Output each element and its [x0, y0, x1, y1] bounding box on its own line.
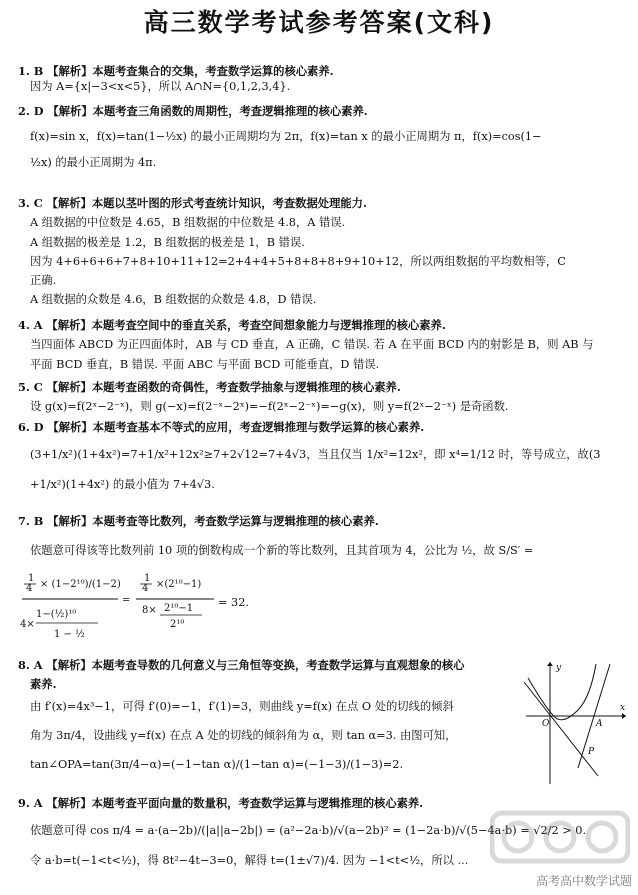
- q8-tangent-graph: [520, 658, 630, 788]
- svg-text:4: 4: [26, 582, 33, 594]
- answer-q3: [18, 196, 620, 308]
- label-y: y: [556, 663, 562, 673]
- q3-heading: 3. C 【解析】本题以茎叶图的形式考查统计知识，考查数据处理能力.: [18, 196, 367, 210]
- q9-heading: 9. A 【解析】本题考查平面向量的数量积，考查数学运算与逻辑推理的核心素养.: [18, 796, 424, 810]
- q4-line: 平面 BCD 垂直，B 错误. 平面 ABC 与平面 BCD 可能垂直，D 错误.: [30, 357, 380, 371]
- q8-line: tan∠OPA=tan(3π/4−α)=(−1−tan α)/(1−tan α)=(−1−3)/(1−3)=2.: [30, 758, 404, 771]
- svg-text:=: =: [122, 594, 131, 606]
- q3-line: A 组数据的极差是 1.2，B 组数据的极差是 1，B 错误.: [30, 235, 305, 249]
- answer-q7: [18, 514, 620, 653]
- q7-result: = 32.: [218, 595, 250, 609]
- q8-heading-cont: 素养.: [30, 677, 57, 692]
- q5-line: 设 g(x)=f(2ˣ−2⁻ˣ)，则 g(−x)=f(2⁻ˣ−2ˣ)=−f(2ˣ−2⁻ˣ)=−g(x)，则 y=f(2ˣ−2⁻ˣ) 是奇函数.: [30, 400, 509, 414]
- q3-line: A 组数据的中位数是 4.65，B 组数据的中位数是 4.8，A 错误.: [30, 216, 346, 230]
- q8-line: 由 f′(x)=4x³−1，可得 f′(0)=−1，f′(1)=3，则曲线 y=f(x) 在点 O 处的切线的倾斜: [30, 699, 454, 713]
- q8-heading: 8. A 【解析】本题考查导数的几何意义与三角恒等变换，考查数学运算与直观想象的核心: [18, 658, 465, 672]
- q4-heading: 4. A 【解析】本题考查空间中的垂直关系，考查空间想象能力与逻辑推理的核心素养.: [18, 318, 446, 332]
- q7-line: 依题意可得该等比数列前 10 项的倒数构成一个新的等比数列，且其首项为 4，公比为 ½，故 S/S′ =: [30, 544, 534, 558]
- svg-text:4×: 4×: [20, 618, 35, 630]
- label-o: O: [542, 719, 550, 729]
- q4-line: 当四面体 ABCD 为正四面体时，AB 与 CD 垂直，A 正确，C 错误. 若 A 在平面 BCD 内的射影是 B，则 AB 与: [30, 338, 594, 352]
- page-title: 高三数学考试参考答案(文科): [143, 8, 495, 37]
- label-p: P: [588, 747, 595, 757]
- q3-line: 因为 4+6+6+6+7+8+10+11+12=2+4+4+5+8+8+8+9+10+12，所以两组数据的平均数相等，C: [30, 254, 566, 268]
- q2-line: f(x)=sin x，f(x)=tan(1−½x) 的最小正周期均为 2π，f(x)=tan x 的最小正周期为 π，f(x)=cos(1−: [30, 130, 542, 144]
- svg-text:2¹⁰−1: 2¹⁰−1: [164, 602, 194, 614]
- q3-line: 正确.: [30, 274, 57, 287]
- svg-text:1−(½)¹⁰: 1−(½)¹⁰: [36, 608, 77, 620]
- q9-line: 依题意可得 cos π/4 = a·(a−2b)/(|a||a−2b|) = (a²−2a·b)/√(a−2b)² = (1−2a·b)/√(5−4a·b) = √2/2 > 0.: [30, 824, 587, 838]
- svg-text:× (1−2¹⁰)/(1−2): × (1−2¹⁰)/(1−2): [40, 578, 121, 590]
- x-arrow: [622, 713, 626, 719]
- svg-text:8×: 8×: [142, 604, 157, 616]
- q2-line: ½x) 的最小正周期为 4π.: [30, 155, 157, 169]
- answer-q5: [18, 380, 620, 415]
- svg-text:1: 1: [144, 572, 151, 584]
- q1-line: 因为 A={x|−3<x<5}，所以 A∩N={0,1,2,3,4}.: [30, 80, 291, 94]
- q8-line: 角为 3π/4，设曲线 y=f(x) 在点 A 处的切线的倾斜角为 α，则 tan α=3. 由图可知，: [30, 728, 457, 742]
- svg-text:1: 1: [28, 572, 35, 584]
- q9-line: 令 a·b=t(−1<t<½)，得 8t²−4t−3=0，解得 t=(1±√7)/4. 因为 −1<t<½，所以 ...: [30, 853, 469, 867]
- q3-line: A 组数据的众数是 4.6，B 组数据的众数是 4.8，D 错误.: [30, 293, 317, 307]
- watermark-text: 高考高中数学试题: [535, 873, 632, 888]
- answer-q8: [18, 658, 518, 772]
- answer-q2: [18, 104, 620, 170]
- curve: [528, 664, 596, 720]
- q7-heading: 7. B 【解析】本题考查等比数列，考查数学运算与逻辑推理的核心素养.: [18, 514, 379, 528]
- q7-fraction-block: [18, 567, 620, 653]
- label-x: x: [620, 703, 626, 713]
- q2-heading: 2. D 【解析】本题考查三角函数的周期性，考查逻辑推理的核心素养.: [18, 104, 368, 118]
- q6-line: (3+1/x²)(1+4x²)=7+1/x²+12x²≥7+2√12=7+4√3，当且仅当 1/x²=12x²，即 x⁴=1/12 时，等号成立，故(3: [30, 448, 601, 462]
- svg-text:1 − ½: 1 − ½: [54, 628, 85, 640]
- q5-heading: 5. C 【解析】本题考查函数的奇偶性，考查数学抽象与逻辑推理的核心素养.: [18, 380, 401, 394]
- svg-text:4: 4: [142, 582, 149, 594]
- label-a: A: [596, 719, 603, 729]
- answer-q6: [18, 420, 620, 492]
- q1-heading: 1. B 【解析】本题考查集合的交集，考查数学运算的核心素养.: [18, 64, 334, 78]
- q6-line: +1/x²)(1+4x²) 的最小值为 7+4√3.: [30, 477, 215, 491]
- svg-text:2¹⁰: 2¹⁰: [170, 618, 185, 630]
- answer-q1: [18, 64, 620, 95]
- svg-text:×(2¹⁰−1): ×(2¹⁰−1): [156, 578, 202, 590]
- q7-fraction-figure: [18, 567, 248, 653]
- watermark-logo-icon: [490, 809, 630, 865]
- y-arrow: [547, 662, 553, 666]
- q6-heading: 6. D 【解析】本题考查基本不等式的应用，考查逻辑推理与数学运算的核心素养.: [18, 420, 425, 434]
- answer-q4: [18, 318, 620, 372]
